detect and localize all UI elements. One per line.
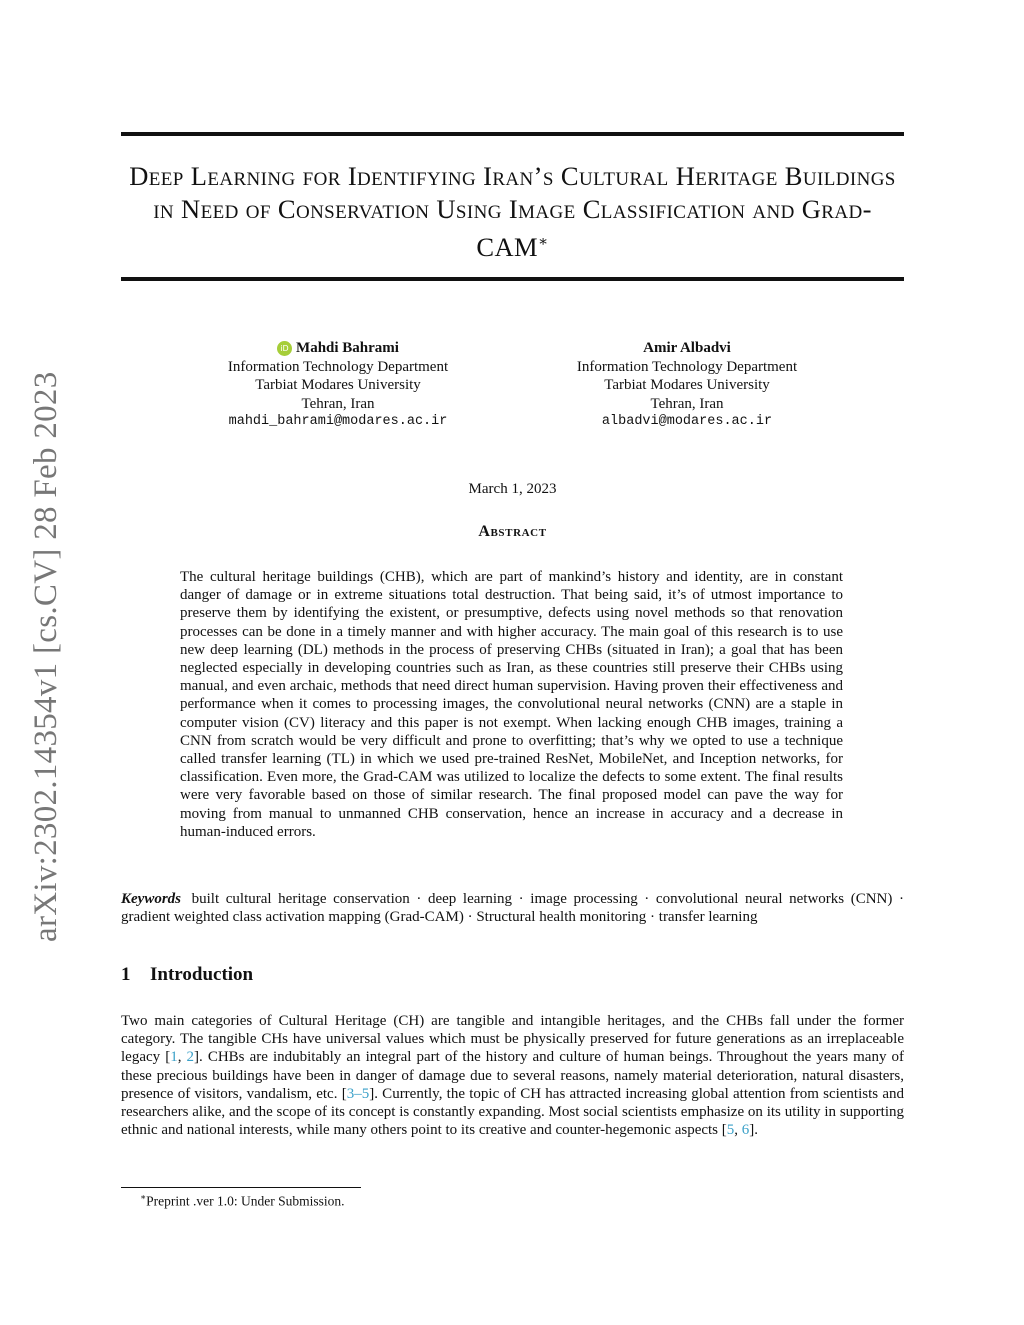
author-department: Information Technology Department <box>227 358 449 375</box>
abstract-heading: Abstract <box>478 523 547 540</box>
section-number: 1 <box>121 964 131 985</box>
author-name: Mahdi Bahrami <box>296 340 399 356</box>
footnote-rule <box>121 1187 361 1188</box>
intro-text: ]. CHBs are indubitably an integral part of the history and culture of human beings. Throughout the years many of these precious buildings have been in danger of damage due to several reasons, namely material deterioration, natural disasters, presence of visitors, vandalism, etc. [ <box>121 1049 905 1102</box>
publication-date: March 1, 2023 <box>468 481 557 497</box>
footnote-mark: ∗ <box>140 1192 147 1202</box>
intro-paragraph <box>121 1012 904 1139</box>
author-location: Tehran, Iran <box>301 395 375 412</box>
author-block-2 <box>547 339 827 432</box>
author-name: Amir Albadvi <box>643 340 731 356</box>
author-block-1 <box>198 339 478 432</box>
author-email[interactable]: mahdi_bahrami@modares.ac.ir <box>228 414 448 429</box>
section-heading <box>121 964 253 986</box>
citation-link[interactable]: 1 <box>170 1049 178 1066</box>
author-university: Tarbiat Modares University <box>604 377 770 393</box>
author-email[interactable]: albadvi@modares.ac.ir <box>601 414 773 429</box>
author-department: Information Technology Department <box>576 358 798 375</box>
intro-text: Two main categories of Cultural Heritage (CH) are tangible and intangible heritages, and the CHBs fall under the former category. The tangible CHs have universal values which must be physically preserved for future generations as an irreplaceable legacy [ <box>121 1013 904 1066</box>
author-university: Tarbiat Modares University <box>255 377 421 393</box>
citation-link[interactable]: 6 <box>741 1122 750 1139</box>
author-location: Tehran, Iran <box>650 395 724 412</box>
citation-link[interactable]: 2 <box>186 1049 195 1066</box>
orcid-icon[interactable]: iD <box>277 341 292 356</box>
citation-separator: , <box>734 1122 742 1139</box>
keywords-text: built cultural heritage conservation · deep learning · image processing · convolutional neural networks (CNN) · gradient weighted class activation mapping (Grad-CAM) · Structural health monitoring · transfer learning <box>121 891 905 926</box>
intro-text: ]. <box>749 1122 759 1139</box>
title-rule-bottom <box>121 277 904 281</box>
keywords <box>121 890 904 926</box>
citation-link[interactable]: 3–5 <box>346 1085 370 1102</box>
section-title: Introduction <box>150 964 254 985</box>
title-rule-top <box>121 132 904 136</box>
title-footnote-mark: ∗ <box>537 234 549 250</box>
keywords-label: Keywords <box>121 891 181 907</box>
paper-title <box>121 160 904 264</box>
citation-separator: , <box>177 1049 187 1066</box>
intro-text: ]. Currently, the topic of CH has attracted increasing global attention from scientists and researchers alike, and the scope of its concept is constantly expanding. Most social scientists emphasize on its utility in supporting ethnic and national interests, while many others point to its creative and counter-hegemonic aspects [ <box>121 1085 904 1139</box>
abstract-text: The cultural heritage buildings (CHB), which are part of mankind’s history and identity, are in constant danger of damage or in extreme situations total destruction. That being said, it’s of utmost importance to preserve them by identifying the existent, or presumptive, defects using novel methods so that renovation processes can be done in a timely manner and with higher accuracy. The main goal of this research is to use new deep learning (DL) methods in the process of preserving CHBs (situated in Iran); a goal that has been neglected especially in developing countries such as Iran, as these countries still preserve their CHBs using manual, and even archaic, methods that need direct human supervision. Having proven their effectiveness and performance when it comes to processing images, the convolutional neural networks (CNN) are a staple in computer vision (CV) literacy and this paper is not exempt. When lacking enough CHB images, training a CNN from scratch would be very difficult and prone to overfitting; that’s why we opted to use a technique called transfer learning (TL) in which we used pre-trained ResNet, MobileNet, and Inception networks, for classification. Even more, the Grad-CAM was utilized to localize the defects to some extent. The final results were very favorable based on those of similar research. The final proposed model can pave the way for moving from manual to unmanned CHB conservation, hence an increase in accuracy and a decrease in human-induced errors. <box>180 569 843 840</box>
footnote-text: Preprint .ver 1.0: Under Submission. <box>146 1193 345 1209</box>
citation-link[interactable]: 5 <box>726 1122 735 1139</box>
arxiv-identifier: arXiv:2302.14354v1 [cs.CV] 28 Feb 2023 <box>28 371 64 942</box>
footnote <box>140 1192 345 1210</box>
paper-title-text: Deep Learning for Identifying Iran’s Cultural Heritage Buildings in Need of Conservation Using Image Classification and Grad-CAM <box>129 161 896 262</box>
